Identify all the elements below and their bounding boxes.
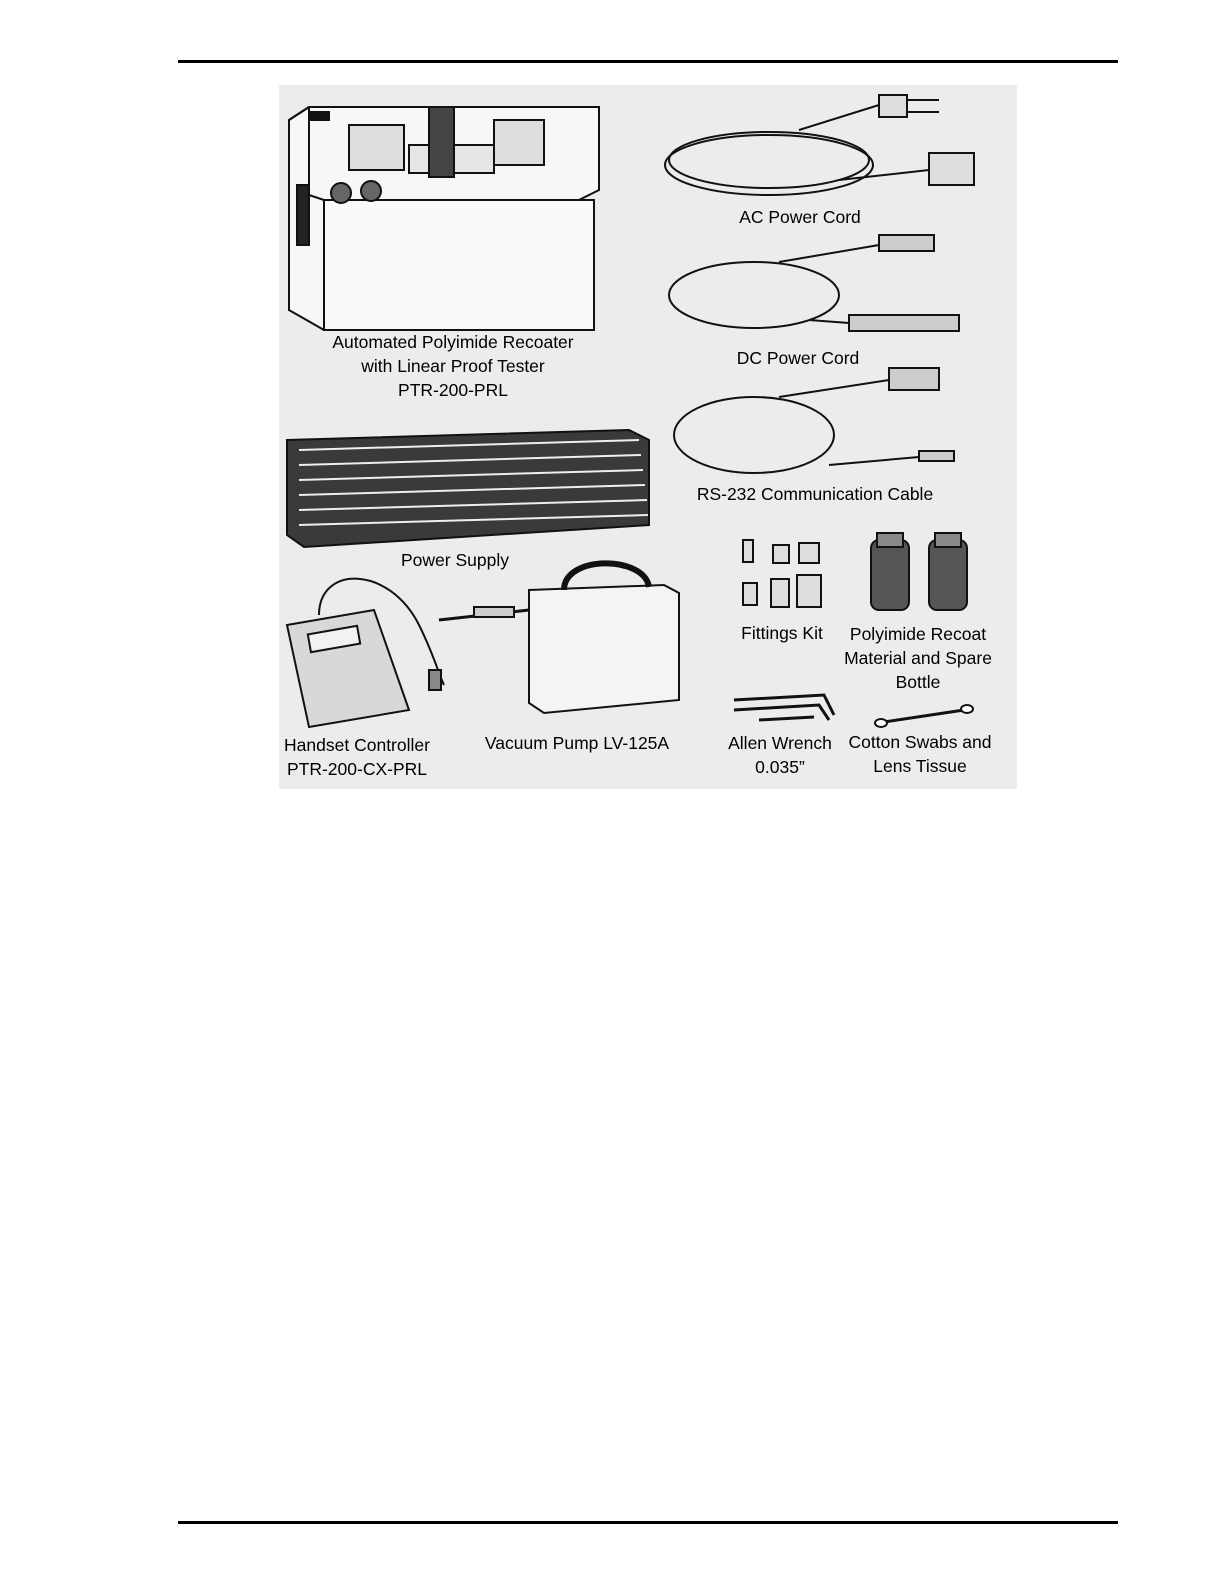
power-supply-drawing: [287, 430, 649, 547]
allen-wrench-caption: Allen Wrench 0.035”: [728, 733, 832, 777]
header-rule: [178, 60, 1118, 63]
vacuum-pump-drawing: [439, 563, 679, 713]
kit-contents-figure: [279, 85, 1017, 789]
recoater-drawing: [289, 107, 599, 330]
power-supply-caption: Power Supply: [401, 550, 509, 570]
dc-cord-caption: DC Power Cord: [736, 348, 860, 368]
footer-rule: [178, 1521, 1118, 1524]
dc-cord-drawing: [669, 235, 959, 331]
polyimide-caption: Polyimide Recoat Material and Spare Bottle: [844, 624, 992, 692]
vacuum-caption: Vacuum Pump LV-125A: [484, 733, 670, 753]
swabs-caption: Cotton Swabs and Lens Tissue: [848, 732, 992, 776]
bottles-drawing: [871, 533, 967, 610]
rs232-caption: RS-232 Communication Cable: [696, 484, 934, 504]
rs232-cable-drawing: [674, 368, 954, 473]
fittings-drawing: [743, 540, 821, 607]
fittings-caption: Fittings Kit: [741, 623, 823, 643]
ac-cord-caption: AC Power Cord: [739, 207, 861, 227]
recoater-caption: Automated Polyimide Recoater with Linear Proof Tester PTR-200-PRL: [332, 332, 574, 400]
cotton-swab-drawing: [875, 705, 973, 727]
handset-caption: Handset Controller PTR-200-CX-PRL: [284, 735, 430, 779]
ac-cord-drawing: [665, 95, 974, 195]
handset-drawing: [287, 579, 444, 727]
allen-wrench-drawing: [734, 695, 834, 720]
